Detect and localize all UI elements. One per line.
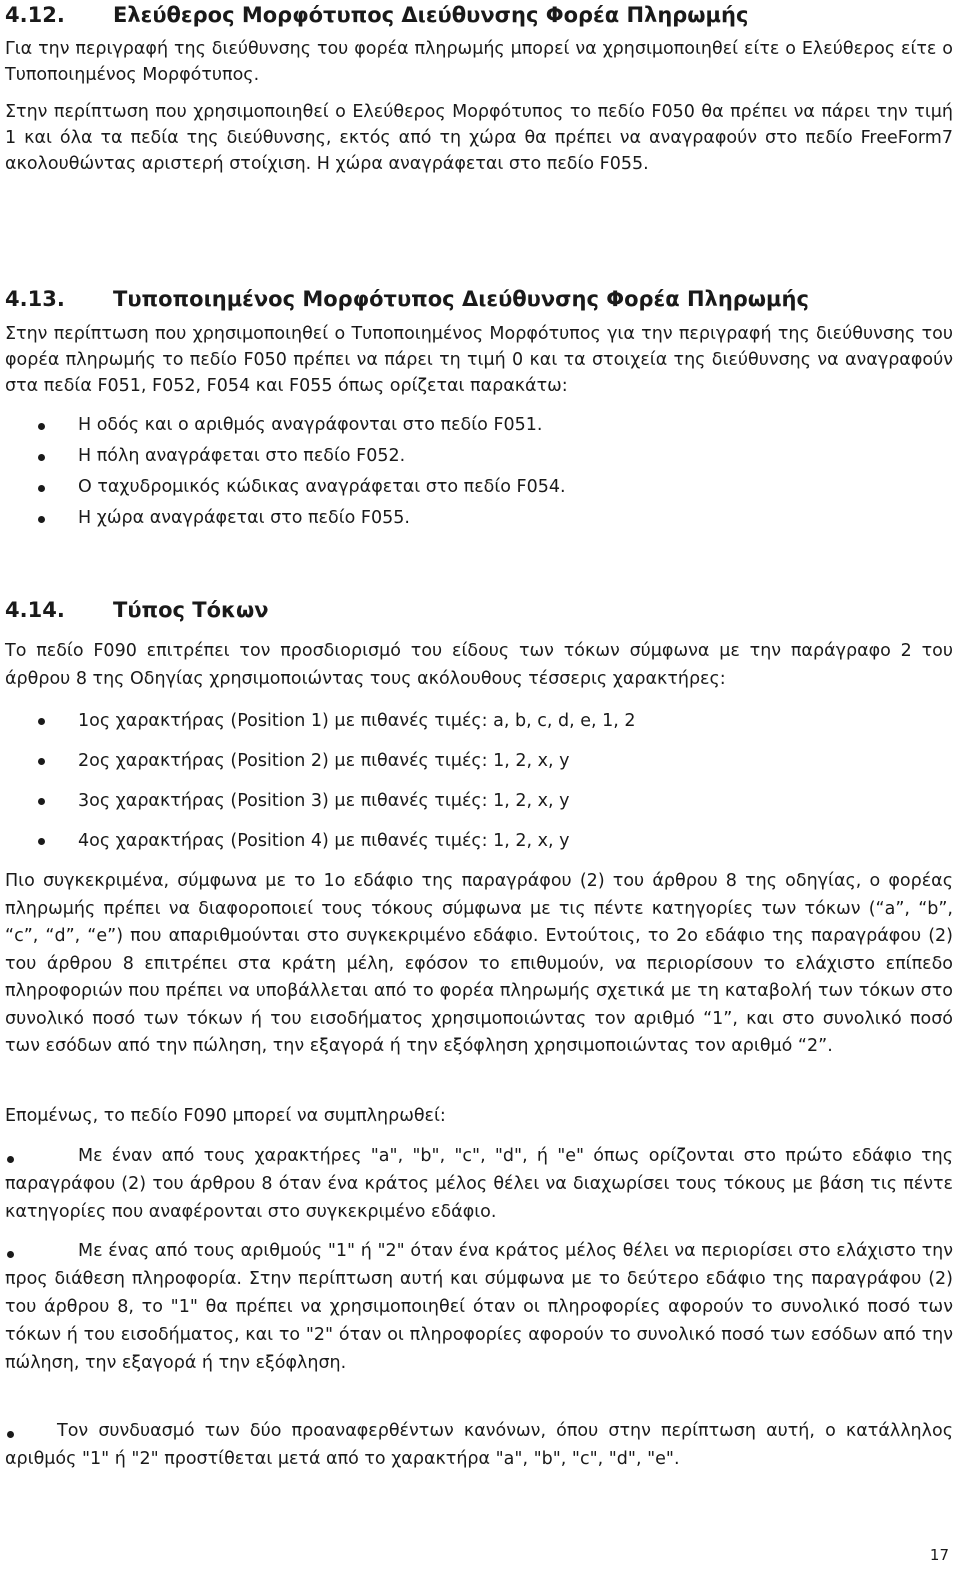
bullet-icon [38, 718, 45, 725]
bullet-icon [7, 1431, 14, 1438]
list-item [5, 441, 953, 472]
section-4-14-paragraph-3: Επομένως, το πεδίο F090 μπορεί να συμπληρωθεί: [5, 1106, 446, 1126]
list-item [5, 701, 953, 741]
list-item-text: Ο ταχυδρομικός κώδικας αναγράφεται στο πεδίο F054. [78, 477, 566, 497]
page-number: 17 [929, 1546, 949, 1564]
option-text: Με ένας από τους αριθμούς "1" ή "2" όταν ένα κράτος μέλος θέλει να περιορίσει στο ελάχιστο την προς διάθεση πληροφορία. Στην περίπτωση αυτή και σύμφωνα με το δεύτερο εδάφιο της παραγράφου (2) του άρθρου 8, το "1" θα πρέπει να χρησιμοποιηθεί όταν οι πληροφορίες αφορούν το συνολικό ποσό των τόκων ή του εισοδήματος, και το "2" όταν οι πληροφορίες αφορούν το συνολικό ποσό των εσόδων από την πώληση, την εξαγορά ή την εξόφληση. [5, 1241, 953, 1373]
section-4-14-heading [5, 597, 269, 623]
list-item-text: 4ος χαρακτήρας (Position 4) με πιθανές τιμές: 1, 2, x, y [78, 831, 570, 851]
section-4-12-paragraph-2: Στην περίπτωση που χρησιμοποιηθεί ο Ελεύθερος Μορφότυπος το πεδίο F050 θα πρέπει να πάρει την τιμή 1 και όλα τα πεδία της διεύθυνσης, εκτός από τη χώρα θα πρέπει να αναγραφούν στο πεδίο FreeForm7 ακολουθώντας αριστερή στοίχιση. Η χώρα αναγράφεται στο πεδίο F055. [5, 102, 953, 174]
bullet-icon [38, 838, 45, 845]
section-4-14-paragraph-2: Πιο συγκεκριμένα, σύμφωνα με το 1ο εδάφιο της παραγράφου (2) του άρθρου 8 της οδηγίας, ο φορέας πληρωμής πρέπει να διαφοροποιεί τους τόκους σύμφωνα με τις πέντε κατηγορίες των τόκων (“a”, “b”, “c”, “d”, “e”) που απαριθμούνται στο συγκεκριμένο εδάφιο. Εντούτοις, το 2ο εδάφιο της παραγράφου (2) του άρθρου 8 επιτρέπει στα κράτη μέλη, εφόσον το επιθυμούν, να περιορίσουν το ελάχιστο επίπεδο πληροφοριών που πρέπει να υποβάλλεται από το φορέα πληρωμής σχετικά με τη καταβολή των τόκων στο συνολικό ποσό των τόκων ή του εισοδήματος χρησιμοποιώντας τον αριθμό “1”, και στο συνολικό ποσό των εσόδων από την πώληση, την εξαγορά ή την εξόφληση χρησιμοποιώντας τον αριθμό “2”. [5, 871, 953, 1056]
list-item-text: 3ος χαρακτήρας (Position 3) με πιθανές τιμές: 1, 2, x, y [78, 791, 570, 811]
list-item-text: Η οδός και ο αριθμός αναγράφονται στο πεδίο F051. [78, 415, 543, 435]
section-4-12-heading [5, 2, 748, 28]
list-item-text: 2ος χαρακτήρας (Position 2) με πιθανές τιμές: 1, 2, x, y [78, 751, 570, 771]
position-character-list [5, 701, 953, 861]
list-item [5, 821, 953, 861]
list-item [5, 472, 953, 503]
bullet-icon [38, 758, 45, 765]
section-number: 4.14. [5, 598, 65, 622]
section-4-12-paragraph-1: Για την περιγραφή της διεύθυνσης του φορέα πληρωμής μπορεί να χρησιμοποιηθεί είτε ο Ελεύθερος είτε ο Τυποποιημένος Μορφότυπος. [5, 39, 953, 85]
list-item [5, 410, 953, 441]
section-number: 4.13. [5, 287, 65, 311]
option-text: Με έναν από τους χαρακτήρες "a", "b", "c", "d", ή "e" όπως ορίζονται στο πρώτο εδάφιο της παραγράφου (2) του άρθρου 8 όταν ένα κράτος μέλος θέλει να διαχωρίσει τους τόκους με βάση τις πέντε κατηγορίες που αναφέρονται στο συγκεκριμένο εδάφιο. [5, 1146, 953, 1222]
section-title: Ελεύθερος Μορφότυπος Διεύθυνσης Φορέα Πληρωμής [113, 3, 749, 27]
section-title: Τυποποιημένος Μορφότυπος Διεύθυνσης Φορέα Πληρωμής [113, 287, 809, 311]
bullet-icon [38, 454, 45, 461]
bullet-icon [38, 423, 45, 430]
list-item-text: Η χώρα αναγράφεται στο πεδίο F055. [78, 508, 410, 528]
bullet-icon [7, 1156, 14, 1163]
list-item [5, 781, 953, 821]
bullet-icon [38, 485, 45, 492]
bullet-icon [7, 1251, 14, 1258]
section-title: Τύπος Τόκων [113, 598, 269, 622]
address-field-list [5, 410, 953, 534]
f090-option-2 [5, 1237, 953, 1377]
section-number: 4.12. [5, 3, 65, 27]
option-text: Τον συνδυασμό των δύο προαναφερθέντων κανόνων, όπου στην περίπτωση αυτή, ο κατάλληλος αριθμός "1" ή "2" προστίθεται μετά από το χαρακτήρα "a", "b", "c", "d", "e". [5, 1421, 953, 1469]
section-4-13-paragraph-1: Στην περίπτωση που χρησιμοποιηθεί ο Τυποποιημένος Μορφότυπος για την περιγραφή της διεύθυνσης του φορέα πληρωμής το πεδίο F050 πρέπει να πάρει τη τιμή 0 και τα στοιχεία της διεύθυνσης να αναγραφούν στα πεδία F051, F052, F054 και F055 όπως ορίζεται παρακάτω: [5, 324, 953, 396]
f090-option-3 [5, 1417, 953, 1473]
list-item [5, 503, 953, 534]
list-item [5, 741, 953, 781]
list-item-text: 1ος χαρακτήρας (Position 1) με πιθανές τιμές: a, b, c, d, e, 1, 2 [78, 711, 636, 731]
section-4-13-heading [5, 286, 809, 312]
bullet-icon [38, 798, 45, 805]
f090-option-1 [5, 1142, 953, 1226]
bullet-icon [38, 516, 45, 523]
section-4-14-paragraph-1: Το πεδίο F090 επιτρέπει τον προσδιορισμό του είδους των τόκων σύμφωνα με την παράγραφο 2 του άρθρου 8 της Οδηγίας χρησιμοποιώντας τους ακόλουθους τέσσερις χαρακτήρες: [5, 641, 953, 689]
list-item-text: Η πόλη αναγράφεται στο πεδίο F052. [78, 446, 406, 466]
